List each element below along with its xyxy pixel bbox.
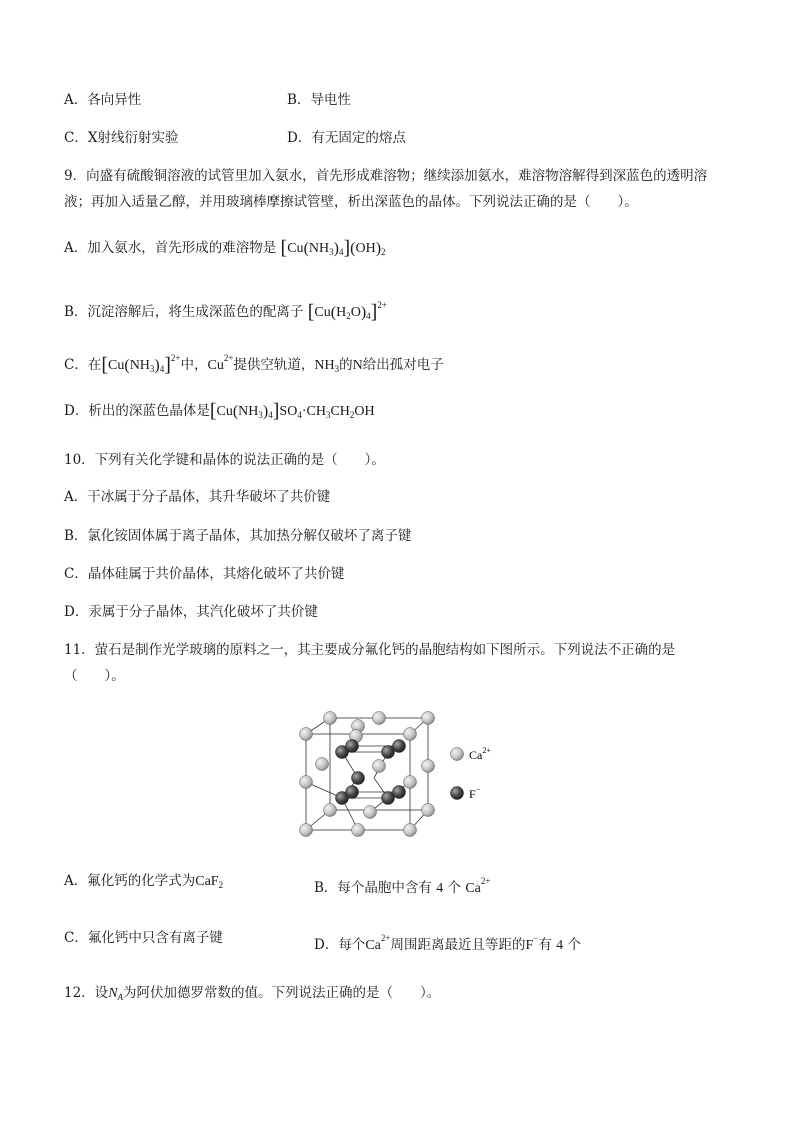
q11-d-text1: D．每个 <box>314 937 366 953</box>
q11-d-num: 4 <box>556 938 564 953</box>
q11-a-formula: CaF$_2$ <box>195 874 224 890</box>
q11-option-a <box>64 871 223 895</box>
legend-f-label: F− <box>469 785 481 801</box>
q9-option-d <box>64 401 375 425</box>
q11-option-d <box>314 928 581 956</box>
q11-d-text3: 有 <box>538 937 552 953</box>
ca-spheres <box>300 712 435 837</box>
q11-b-text: B．每个晶胞中含有 <box>314 880 432 896</box>
q10-option-a: A．干冰属于分子晶体，其升华破坏了共价键 <box>64 489 331 505</box>
q9-a-formula: $[Cu(NH_3)_4](OH)_2$ <box>280 237 386 259</box>
q9-option-b <box>64 295 387 326</box>
q10-option-c: C．晶体硅属于共价晶体，其熔化破坏了共价键 <box>64 566 345 582</box>
q11-d-ca-ion: $Ca^{2+}$ <box>365 933 391 953</box>
q9-c-text3: 提供空轨道， <box>233 357 315 373</box>
q11-d-f-ion: F− <box>525 933 539 953</box>
q9-c-n: N <box>352 358 363 373</box>
q12-stem <box>64 983 440 1007</box>
q9-b-text: B．沉淀溶解后，将生成深蓝色的配离子 <box>64 304 304 320</box>
q10-option-d: D．汞属于分子晶体，其汽化破坏了共价键 <box>64 604 318 620</box>
legend-ca-sphere <box>451 748 464 761</box>
q11-a-text: A．氟化钙的化学式为 <box>64 873 196 889</box>
q10-stem: 10．下列有关化学键和晶体的说法正确的是（ ）。 <box>64 452 385 468</box>
q9-c-text5: 给出孤对电子 <box>362 357 444 373</box>
q12-prefix: 12．设 <box>64 985 109 1001</box>
caf2-unit-cell-figure <box>296 706 496 846</box>
q11-b-ion: $Ca^{2+}$ <box>465 876 491 896</box>
q9-c-formula1: $[Cu(NH_3)_4]^{2+}$ <box>101 353 181 376</box>
q9-stem-line2: 液；再加入适量乙醇，并用玻璃棒摩擦试管壁，析出深蓝色的晶体。下列说法正确的是（ ）。 <box>64 194 638 210</box>
legend-ca-label: $Ca^{2+}$ <box>469 746 491 762</box>
legend-f-sphere <box>451 787 464 800</box>
f-spheres <box>336 740 406 805</box>
q12-na-symbol: $N_A$ <box>108 986 124 1002</box>
q11-stem <box>64 637 734 689</box>
q11-b-mid: 个 <box>447 880 462 896</box>
q8-option-d: D．有无固定的熔点 <box>287 130 406 146</box>
q11-stem-line2: （ ）。 <box>64 668 125 684</box>
q9-c-cu-ion: $Cu^{2+}$ <box>207 353 234 373</box>
q11-option-c: C．氟化钙中只含有离子键 <box>64 930 223 946</box>
q11-b-num: 4 <box>436 881 444 896</box>
q11-d-text2: 周围距离最近且等距的 <box>390 937 526 953</box>
q9-stem-line1: 9．向盛有硫酸铜溶液的试管里加入氨水，首先形成难溶物；继续添加氨水，难溶物溶解得到深蓝色的透明溶 <box>64 168 708 184</box>
q9-c-text1: C．在 <box>64 357 102 373</box>
q10-option-b: B．氯化铵固体属于离子晶体，其加热分解仅破坏了离子键 <box>64 528 412 544</box>
q9-c-text2: 中， <box>180 357 208 373</box>
q9-b-formula: $[Cu(H_2O)_4]^{2+}$ <box>307 300 387 323</box>
q9-d-formula: $[Cu(NH_3)_4]SO_4\cdot CH_3CH_2OH$ <box>209 400 375 422</box>
q8-option-c: C．X射线衍射实验 <box>64 130 179 146</box>
q8-option-b: B．导电性 <box>287 92 351 108</box>
q9-a-text: A．加入氨水，首先形成的难溶物是 <box>64 240 277 256</box>
q12-suffix: 为阿伏加德罗常数的值。下列说法正确的是（ ）。 <box>123 985 441 1001</box>
q11-d-text4: 个 <box>567 937 581 953</box>
q9-d-text: D．析出的深蓝色晶体是 <box>64 403 210 419</box>
q8-option-a: A．各向异性 <box>64 92 142 108</box>
q11-option-b <box>314 871 490 899</box>
q9-option-c <box>64 348 444 379</box>
q11-stem-line1: 11．萤石是制作光学玻璃的原料之一，其主要成分氟化钙的晶胞结构如下图所示。下列说法不正确的是 <box>64 642 676 658</box>
q9-c-nh3: $NH_3$ <box>314 358 340 374</box>
q9-stem <box>64 163 734 215</box>
q9-option-a <box>64 238 386 262</box>
q9-c-text4: 的 <box>339 357 353 373</box>
